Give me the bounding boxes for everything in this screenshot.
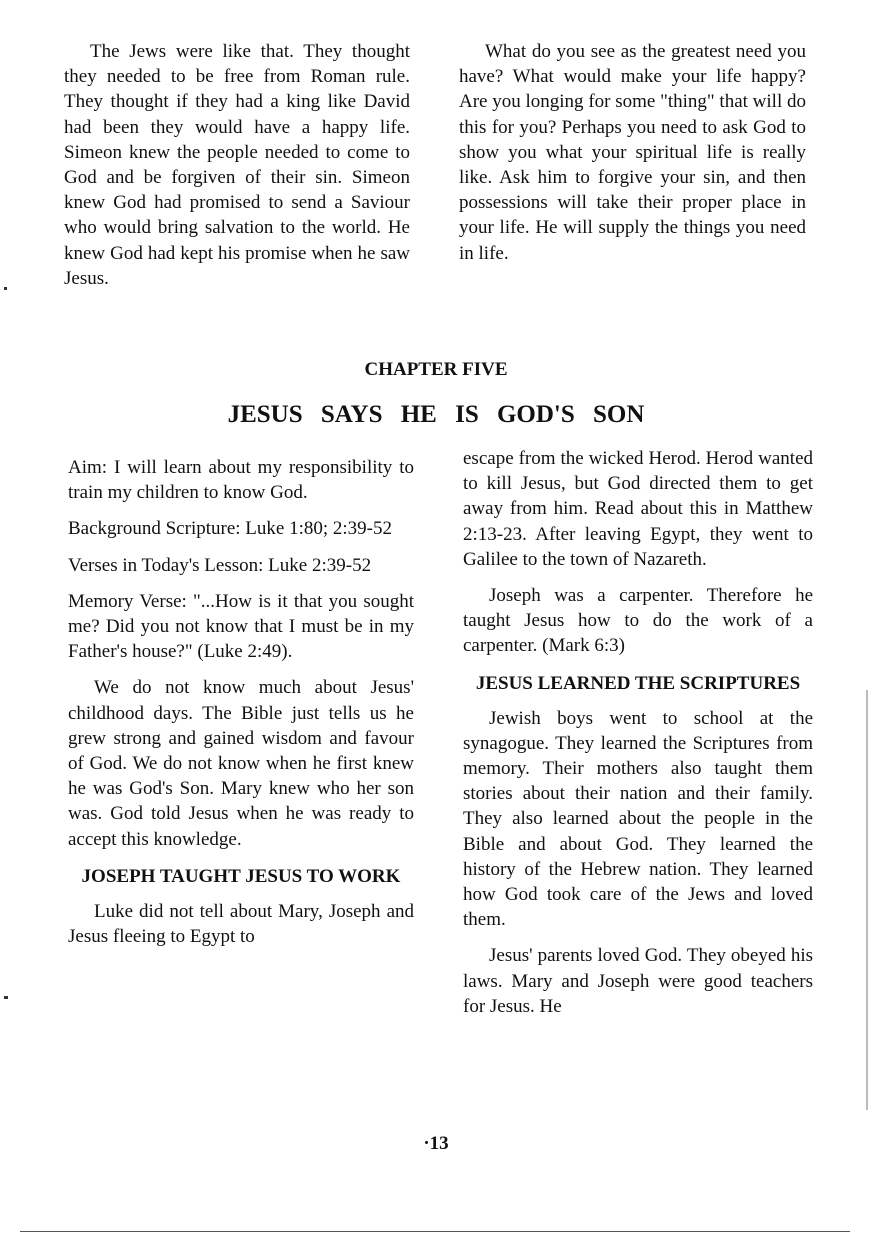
memory-verse: Memory Verse: "...How is it that you sought me? Did you not know that I must be in my Father's house?" (Luke 2:49). [68,590,414,663]
section-heading-joseph: JOSEPH TAUGHT JESUS TO WORK [81,865,401,887]
page-number: ·13 [423,1133,449,1154]
paragraph-egypt: Luke did not tell about Mary, Joseph and Jesus fleeing to Egypt to [68,900,414,948]
scan-edge-line [866,690,868,1110]
scan-speck [4,287,7,290]
paragraph-childhood: We do not know much about Jesus' childhood days. The Bible just tells us he grew strong and gained wisdom and favour of God. We do not know when he first knew he was God's Son. Mary knew who her son was. God told Jesus when he was ready to accept this knowledge. [68,677,414,850]
paragraph-greatest-need: What do you see as the greatest need you have? What would make your life happy? Are you longing for some "thing" that will do this for you? Perhaps you need to ask God to show you what your spiritual life is really like. Ask him to forgive your sin, and then possessions will take their proper place in your life. He will supply the things you need in life. [459,41,806,264]
paragraph-carpenter: Joseph was a carpenter. Therefore he taught Jesus how to do the work of a carpenter. (Mark 6:3) [463,585,813,657]
paragraph-parents: Jesus' parents loved God. They obeyed his laws. Mary and Joseph were good teachers for Jesus. He [463,945,813,1017]
section-heading-scriptures: JESUS LEARNED THE SCRIPTURES [475,672,801,694]
lesson-aim: Aim: I will learn about my responsibility to train my children to know God. [68,457,414,504]
background-scripture: Background Scripture: Luke 1:80; 2:39-52 [68,518,392,540]
bottom-left-column [68,455,414,949]
bottom-right-column [463,446,813,1019]
paragraph-synagogue: Jewish boys went to school at the synagogue. They learned the Scriptures from memory. Their mothers also taught them stories about their nation and their family. They also learned about the people in the Bible and about God. They learned the history of the Hebrew nation. They learned how God took care of the Jews and loved them. [463,707,813,931]
chapter-label: CHAPTER FIVE [364,359,508,380]
chapter-title: JESUS SAYS HE IS GOD'S SON [227,401,645,428]
lesson-verses: Verses in Today's Lesson: Luke 2:39-52 [68,554,372,576]
top-left-column [64,39,410,291]
bottom-rule [20,1231,850,1232]
paragraph-jews-like-that: The Jews were like that. They thought they needed to be free from Roman rule. They thought if they had a king like David had been they would have a happy life. Simeon knew the people needed to come to God and be forgiven of their sin. Simeon knew God had promised to send a Saviour who would bring salvation to the world. He knew God had kept his promise when he saw Jesus. [64,41,410,289]
top-right-column [459,39,806,266]
paragraph-herod: escape from the wicked Herod. Herod wanted to kill Jesus, but God directed them to get away from him. Read about this in Matthew 2:13-23. After leaving Egypt, they went to Galilee to the town of Nazareth. [463,448,813,570]
scan-speck [4,996,8,999]
